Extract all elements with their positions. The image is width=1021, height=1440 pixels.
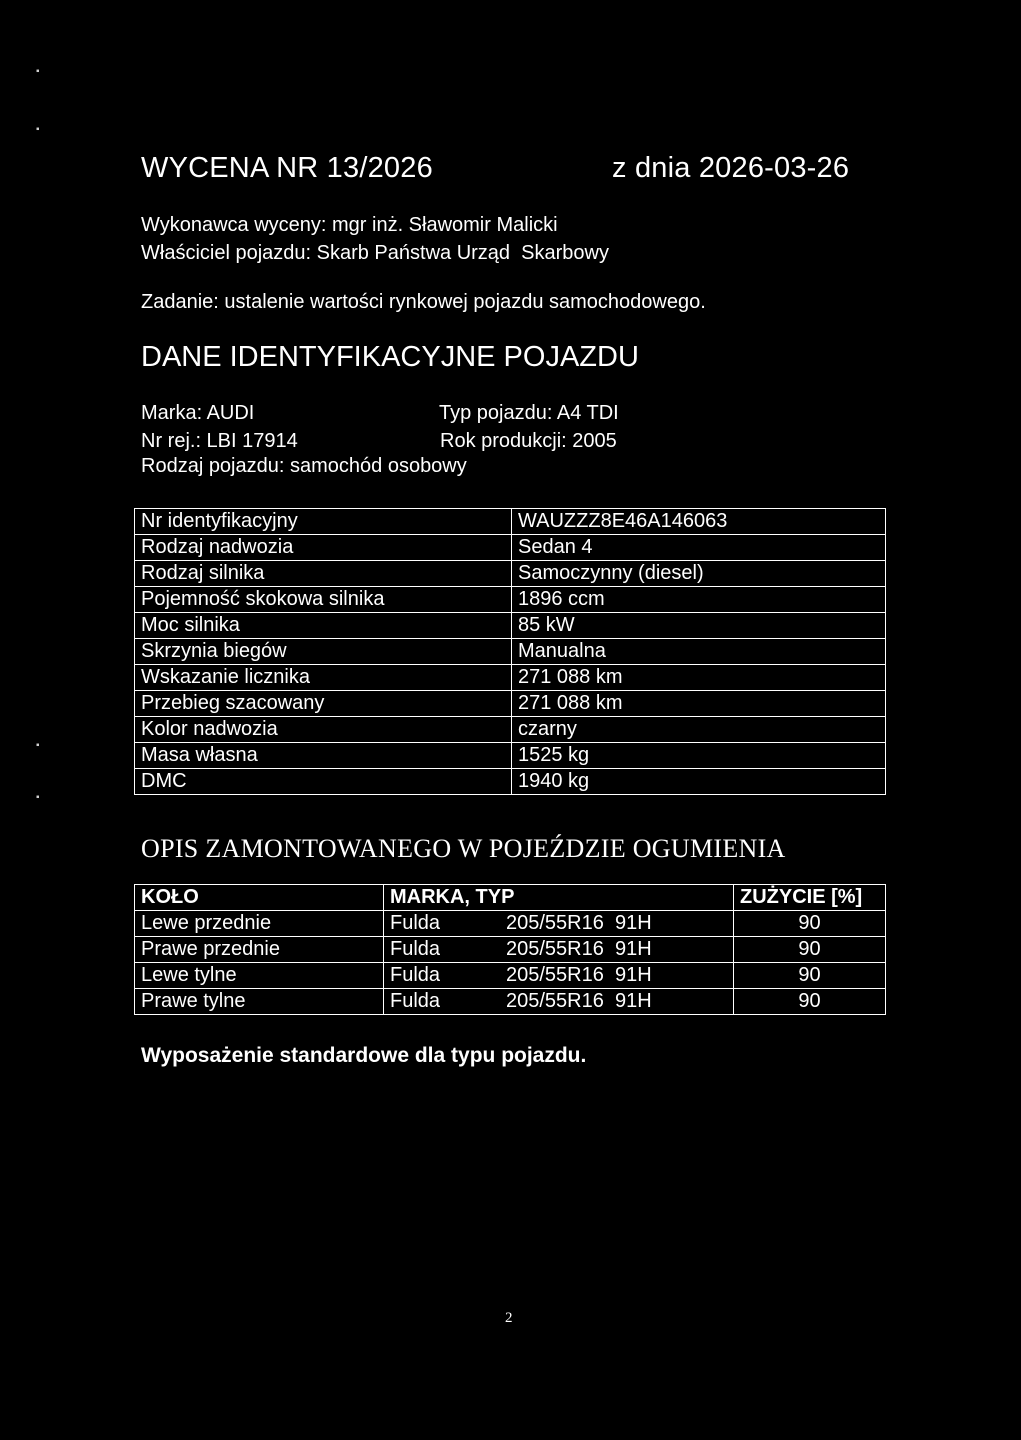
vehicle-data-table: [134, 508, 886, 795]
scan-speck: ▪: [36, 740, 40, 751]
tire-wear: 90: [734, 989, 886, 1015]
vehicle-table-row: [135, 691, 886, 717]
task-line: Zadanie: ustalenie wartości rynkowej pojazdu samochodowego.: [141, 291, 706, 313]
tire-brand: Fulda: [390, 938, 441, 960]
tire-brand-type: [384, 937, 734, 963]
vehicle-table-row: [135, 743, 886, 769]
vehicle-attr-value: 1525 kg: [512, 743, 886, 769]
tire-section-title: OPIS ZAMONTOWANEGO W POJEŹDZIE OGUMIENIA: [141, 834, 786, 863]
tire-wheel: Prawe przednie: [135, 937, 384, 963]
vehicle-attr-value: 85 kW: [512, 613, 886, 639]
make-field: Marka: AUDI: [141, 402, 255, 424]
vehicle-attr-label: Moc silnika: [135, 613, 512, 639]
tire-table-row: [135, 911, 886, 937]
vehicle-attr-label: Przebieg szacowany: [135, 691, 512, 717]
equipment-note: Wyposażenie standardowe dla typu pojazdu.: [141, 1044, 587, 1067]
tire-wheel: Prawe tylne: [135, 989, 384, 1015]
vehicle-attr-label: Rodzaj silnika: [135, 561, 512, 587]
tire-table-row: [135, 963, 886, 989]
tire-wear: 90: [734, 937, 886, 963]
performer-line: Wykonawca wyceny: mgr inż. Sławomir Malicki: [141, 214, 558, 236]
vehicle-table-row: [135, 561, 886, 587]
tire-table-header-row: [135, 885, 886, 911]
tire-wheel: Lewe tylne: [135, 963, 384, 989]
tire-brand: Fulda: [390, 964, 441, 986]
tire-wear: 90: [734, 963, 886, 989]
vehicle-attr-label: Pojemność skokowa silnika: [135, 587, 512, 613]
owner-line: Właściciel pojazdu: Skarb Państwa Urząd Skarbowy: [141, 242, 609, 264]
vehicle-attr-label: DMC: [135, 769, 512, 795]
tire-table: [134, 884, 886, 1015]
vehicle-table-row: [135, 717, 886, 743]
vehicle-attr-label: Nr identyfikacyjny: [135, 509, 512, 535]
tire-brand: Fulda: [390, 912, 441, 934]
tire-table-row: [135, 937, 886, 963]
tire-brand-type: [384, 989, 734, 1015]
vehicle-table-row: [135, 639, 886, 665]
type-field: Typ pojazdu: A4 TDI: [439, 402, 619, 424]
vehicle-table-row: [135, 665, 886, 691]
page-number: 2: [505, 1310, 513, 1326]
vehicle-attr-value: 1940 kg: [512, 769, 886, 795]
vehicle-attr-value: 1896 ccm: [512, 587, 886, 613]
valuation-date: z dnia 2026-03-26: [612, 152, 850, 184]
vehicle-section-title: DANE IDENTYFIKACYJNE POJAZDU: [141, 341, 639, 373]
header-wheel: KOŁO: [135, 885, 384, 911]
tire-brand-type: [384, 911, 734, 937]
tire-brand: Fulda: [390, 990, 441, 1012]
vehicle-table-row: [135, 509, 886, 535]
vehicle-attr-value: czarny: [512, 717, 886, 743]
tire-size: 205/55R16 91H: [506, 938, 652, 960]
vehicle-attr-value: WAUZZZ8E46A146063: [512, 509, 886, 535]
tire-brand-type: [384, 963, 734, 989]
vehicle-table-row: [135, 535, 886, 561]
vehicle-attr-label: Kolor nadwozia: [135, 717, 512, 743]
vehicle-attr-label: Skrzynia biegów: [135, 639, 512, 665]
vehicle-attr-value: Manualna: [512, 639, 886, 665]
vehicle-attr-value: 271 088 km: [512, 691, 886, 717]
vehicle-kind-field: Rodzaj pojazdu: samochód osobowy: [141, 455, 467, 477]
vehicle-attr-value: Samoczynny (diesel): [512, 561, 886, 587]
registration-field: Nr rej.: LBI 17914: [141, 430, 298, 452]
valuation-title: WYCENA NR 13/2026: [141, 152, 433, 184]
tire-size: 205/55R16 91H: [506, 990, 652, 1012]
scan-speck: ▪: [36, 124, 40, 135]
header-brand-type: MARKA, TYP: [384, 885, 734, 911]
header-wear: ZUŻYCIE [%]: [734, 885, 886, 911]
vehicle-table-row: [135, 769, 886, 795]
vehicle-attr-label: Wskazanie licznika: [135, 665, 512, 691]
vehicle-table-row: [135, 587, 886, 613]
vehicle-attr-value: Sedan 4: [512, 535, 886, 561]
scan-speck: ▪: [36, 66, 40, 77]
production-year-field: Rok produkcji: 2005: [440, 430, 617, 452]
tire-wear: 90: [734, 911, 886, 937]
vehicle-attr-label: Masa własna: [135, 743, 512, 769]
vehicle-table-row: [135, 613, 886, 639]
tire-table-row: [135, 989, 886, 1015]
scan-speck: ▪: [36, 792, 40, 803]
vehicle-attr-value: 271 088 km: [512, 665, 886, 691]
tire-wheel: Lewe przednie: [135, 911, 384, 937]
tire-size: 205/55R16 91H: [506, 912, 652, 934]
vehicle-attr-label: Rodzaj nadwozia: [135, 535, 512, 561]
tire-size: 205/55R16 91H: [506, 964, 652, 986]
